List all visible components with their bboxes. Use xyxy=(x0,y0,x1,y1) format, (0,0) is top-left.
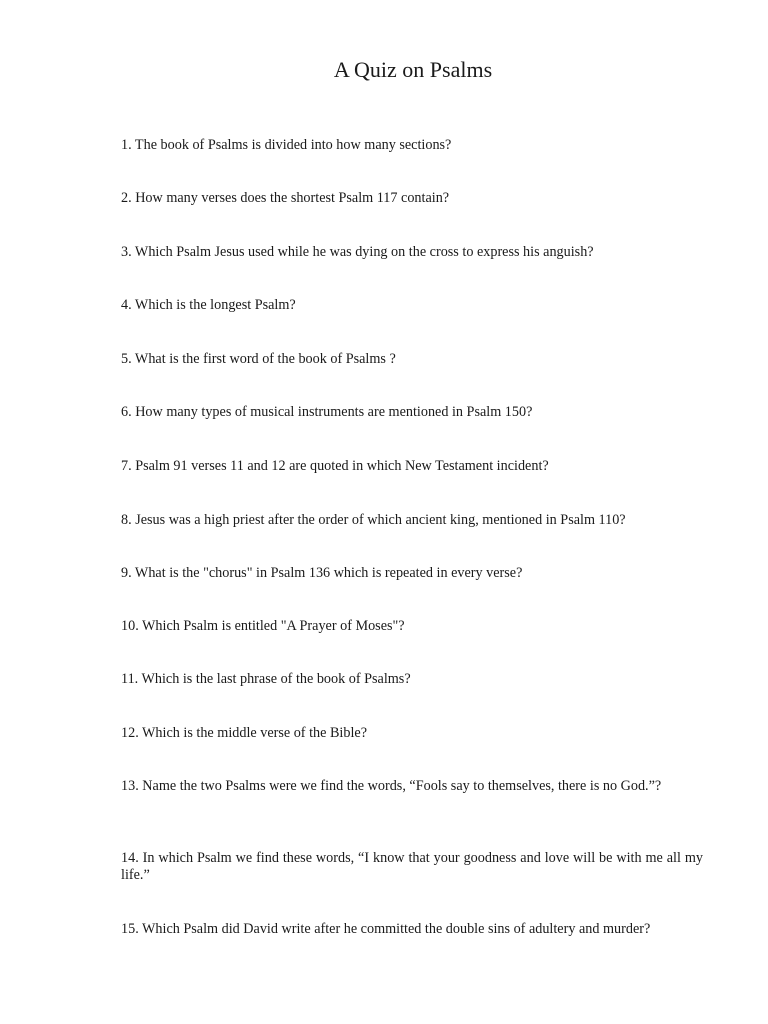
question-11: 11. Which is the last phrase of the book of Psalms? xyxy=(121,671,411,687)
question-7: 7. Psalm 91 verses 11 and 12 are quoted in which New Testament incident? xyxy=(121,458,549,474)
question-10: 10. Which Psalm is entitled "A Prayer of Moses"? xyxy=(121,618,405,634)
question-12: 12. Which is the middle verse of the Bible? xyxy=(121,725,367,741)
question-3: 3. Which Psalm Jesus used while he was dying on the cross to express his anguish? xyxy=(121,244,594,260)
question-9: 9. What is the "chorus" in Psalm 136 which is repeated in every verse? xyxy=(121,565,523,581)
question-15: 15. Which Psalm did David write after he committed the double sins of adultery and murder? xyxy=(121,921,651,937)
question-2: 2. How many verses does the shortest Psalm 117 contain? xyxy=(121,190,450,206)
question-4: 4. Which is the longest Psalm? xyxy=(121,297,296,313)
question-1: 1. The book of Psalms is divided into how many sections? xyxy=(121,137,452,153)
question-6: 6. How many types of musical instruments are mentioned in Psalm 150? xyxy=(121,404,533,420)
question-14: 14. In which Psalm we find these words, “I know that your goodness and love will be with me all my life.” xyxy=(121,850,703,883)
question-5: 5. What is the first word of the book of Psalms ? xyxy=(121,351,396,367)
question-8: 8. Jesus was a high priest after the order of which ancient king, mentioned in Psalm 110? xyxy=(121,512,626,528)
question-13: 13. Name the two Psalms were we find the words, “Fools say to themselves, there is no God.”? xyxy=(121,778,662,794)
page-title: A Quiz on Psalms xyxy=(333,57,493,82)
